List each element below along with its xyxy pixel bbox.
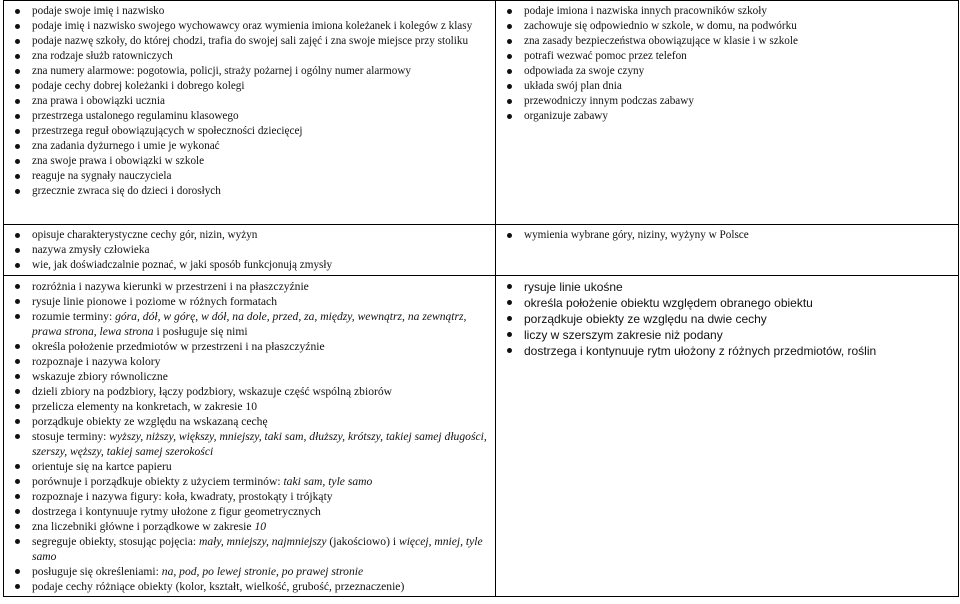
text-segment: organizuje zabawy	[524, 110, 608, 122]
skills-cell-basic	[4, 1, 496, 225]
text-segment: rozpoznaje i nazywa figury: koła, kwadraty, prostokąty i trójkąty	[32, 490, 333, 503]
list-item	[8, 414, 491, 429]
text-segment: potrafi wezwać pomoc przez telefon	[524, 50, 687, 62]
text-segment: podaje imiona i nazwiska innych pracowników szkoły	[524, 5, 767, 17]
italic-term: 10	[254, 520, 267, 533]
list-item	[8, 169, 491, 184]
text-segment: dzieli zbiory na podzbiory, łączy podzbiory, wskazuje część wspólną zbiorów	[32, 385, 393, 398]
text-segment: przelicza elementy na konkretach, w zakresie 10	[32, 400, 257, 413]
text-segment: rozumie terminy:	[32, 310, 116, 323]
bullet-list	[500, 4, 954, 124]
list-item	[500, 228, 954, 243]
text-segment: przestrzega ustalonego regulaminu klasowego	[32, 110, 239, 122]
list-item	[8, 124, 491, 139]
list-item	[8, 19, 491, 34]
list-item	[8, 534, 491, 564]
italic-term: szerszy, węższy, takiej samej szerokości	[32, 445, 214, 458]
list-item	[8, 49, 491, 64]
text-segment: wskazuje zbiory równoliczne	[32, 370, 168, 383]
text-segment: porównuje i porządkuje obiekty z użyciem terminów:	[32, 475, 284, 488]
list-item	[8, 309, 491, 339]
list-item	[8, 79, 491, 94]
list-item	[8, 474, 491, 489]
bullet-list	[500, 279, 954, 359]
text-segment: (jakościowo) i	[326, 535, 399, 548]
text-segment: zna rodzaje służb ratowniczych	[32, 50, 173, 62]
list-item	[8, 64, 491, 79]
list-item	[8, 384, 491, 399]
list-item	[8, 228, 491, 243]
italic-term: góra, dół, w górę, w dół, na dole, przed, za, między, wewnątrz, na zewnątrz, prawa strona, lewa strona	[32, 310, 467, 338]
text-segment: segreguje obiekty, stosując pojęcia:	[32, 535, 199, 548]
list-item	[8, 489, 491, 504]
list-item	[8, 579, 491, 594]
text-segment: zna swoje prawa i obowiązki w szkole	[32, 155, 205, 167]
text-segment: porządkuje obiekty ze względu na wskazaną cechę	[32, 415, 268, 428]
table-row	[4, 276, 959, 597]
text-segment: wymienia wybrane góry, niziny, wyżyny w Polsce	[524, 229, 749, 241]
bullet-list	[8, 228, 491, 273]
text-segment: określa położenie przedmiotów w przestrzeni i na płaszczyźnie	[32, 340, 325, 353]
text-segment: stosuje terminy:	[32, 430, 110, 443]
text-segment: przewodniczy innym podczas zabawy	[524, 95, 694, 107]
list-item	[500, 64, 954, 79]
text-segment: grzecznie zwraca się do dzieci i dorosłych	[32, 185, 221, 197]
italic-term: wyższy, niższy, większy, mniejszy, taki sam, dłuższy, krótszy, takiej samej długości,	[109, 430, 487, 443]
italic-term: taki sam, tyle samo	[283, 475, 373, 488]
list-item	[8, 504, 491, 519]
text-segment: rysuje linie ukośne	[524, 280, 623, 294]
list-item	[8, 243, 491, 258]
list-item	[8, 519, 491, 534]
list-item	[8, 184, 491, 199]
text-segment: liczy w szerszym zakresie niż podany	[524, 328, 723, 342]
list-item	[8, 258, 491, 273]
text-segment: zna zadania dyżurnego i umie je wykonać	[32, 140, 220, 152]
text-segment: układa swój plan dnia	[524, 80, 622, 92]
list-item	[8, 564, 491, 579]
list-item	[8, 294, 491, 309]
text-segment: dostrzega i kontynuuje rytm ułożony z różnych przedmiotów, roślin	[524, 344, 877, 358]
list-item	[8, 4, 491, 19]
text-segment: rozpoznaje i nazywa kolory	[32, 355, 161, 368]
bullet-list	[8, 279, 491, 594]
table-row	[4, 1, 959, 225]
text-segment: i posługuje się nimi	[153, 325, 248, 338]
bullet-list	[500, 228, 954, 243]
list-item	[8, 369, 491, 384]
table-row	[4, 225, 959, 276]
list-item	[500, 94, 954, 109]
text-segment: reaguje na sygnały nauczyciela	[32, 170, 172, 182]
list-item	[8, 429, 491, 459]
text-segment: posługuje się określeniami:	[32, 565, 162, 578]
text-segment: orientuje się na kartce papieru	[32, 460, 172, 473]
list-item	[8, 94, 491, 109]
list-item	[8, 354, 491, 369]
skills-cell-basic	[4, 225, 496, 276]
skills-cell-extended	[496, 276, 959, 597]
text-segment: określa położenie obiektu względem obranego obiektu	[524, 296, 813, 310]
text-segment: podaje swoje imię i nazwisko	[32, 5, 165, 17]
list-item	[500, 279, 954, 295]
curriculum-table	[3, 0, 959, 597]
italic-term: mały, mniejszy, najmniejszy	[198, 535, 327, 548]
list-item	[500, 34, 954, 49]
list-item	[500, 79, 954, 94]
skills-cell-extended	[496, 1, 959, 225]
text-segment: podaje imię i nazwisko swojego wychowawcy oraz wymienia imiona koleżanek i kolegów z klasy	[32, 20, 473, 32]
skills-cell-basic	[4, 276, 496, 597]
list-item	[8, 109, 491, 124]
skills-cell-extended	[496, 225, 959, 276]
list-item	[500, 311, 954, 327]
text-segment: zna prawa i obowiązki ucznia	[32, 95, 165, 107]
text-segment: zachowuje się odpowiednio w szkole, w domu, na podwórku	[524, 20, 797, 32]
list-item	[500, 4, 954, 19]
text-segment: porządkuje obiekty ze względu na dwie cechy	[524, 312, 767, 326]
italic-term: na, pod, po lewej stronie, po prawej stronie	[161, 565, 364, 578]
text-segment: nazywa zmysły człowieka	[32, 244, 150, 256]
text-segment: podaje nazwę szkoły, do której chodzi, trafia do swojej sali zajęć i zna swoje miejsce przy stoliku	[32, 35, 469, 47]
text-segment: zna zasady bezpieczeństwa obowiązujące w klasie i w szkole	[524, 35, 798, 47]
list-item	[500, 19, 954, 34]
list-item	[8, 399, 491, 414]
text-segment: opisuje charakterystyczne cechy gór, nizin, wyżyn	[32, 229, 258, 241]
list-item	[8, 279, 491, 294]
text-segment: rozróżnia i nazywa kierunki w przestrzeni i na płaszczyźnie	[32, 280, 309, 293]
list-item	[500, 295, 954, 311]
list-item	[8, 154, 491, 169]
text-segment: rysuje linie pionowe i poziome w różnych formatach	[32, 295, 278, 308]
list-item	[500, 109, 954, 124]
list-item	[8, 139, 491, 154]
list-item	[8, 339, 491, 354]
text-segment: odpowiada za swoje czyny	[524, 65, 645, 77]
text-segment: przestrzega reguł obowiązujących w społeczności dziecięcej	[32, 125, 303, 137]
text-segment: zna numery alarmowe: pogotowia, policji, straży pożarnej i ogólny numer alarmowy	[32, 65, 412, 77]
list-item	[500, 343, 954, 359]
list-item	[8, 459, 491, 474]
text-segment: podaje cechy różniące obiekty (kolor, kształt, wielkość, grubość, przeznaczenie)	[32, 580, 405, 593]
list-item	[500, 49, 954, 64]
bullet-list	[8, 4, 491, 199]
list-item	[8, 34, 491, 49]
list-item	[500, 327, 954, 343]
text-segment: wie, jak doświadczalnie poznać, w jaki sposób funkcjonują zmysły	[32, 259, 333, 271]
italic-term: więcej, mniej, tyle samo	[32, 535, 483, 563]
text-segment: dostrzega i kontynuuje rytmy ułożone z figur geometrycznych	[32, 505, 321, 518]
text-segment: zna liczebniki główne i porządkowe w zakresie	[32, 520, 255, 533]
text-segment: podaje cechy dobrej koleżanki i dobrego kolegi	[32, 80, 245, 92]
